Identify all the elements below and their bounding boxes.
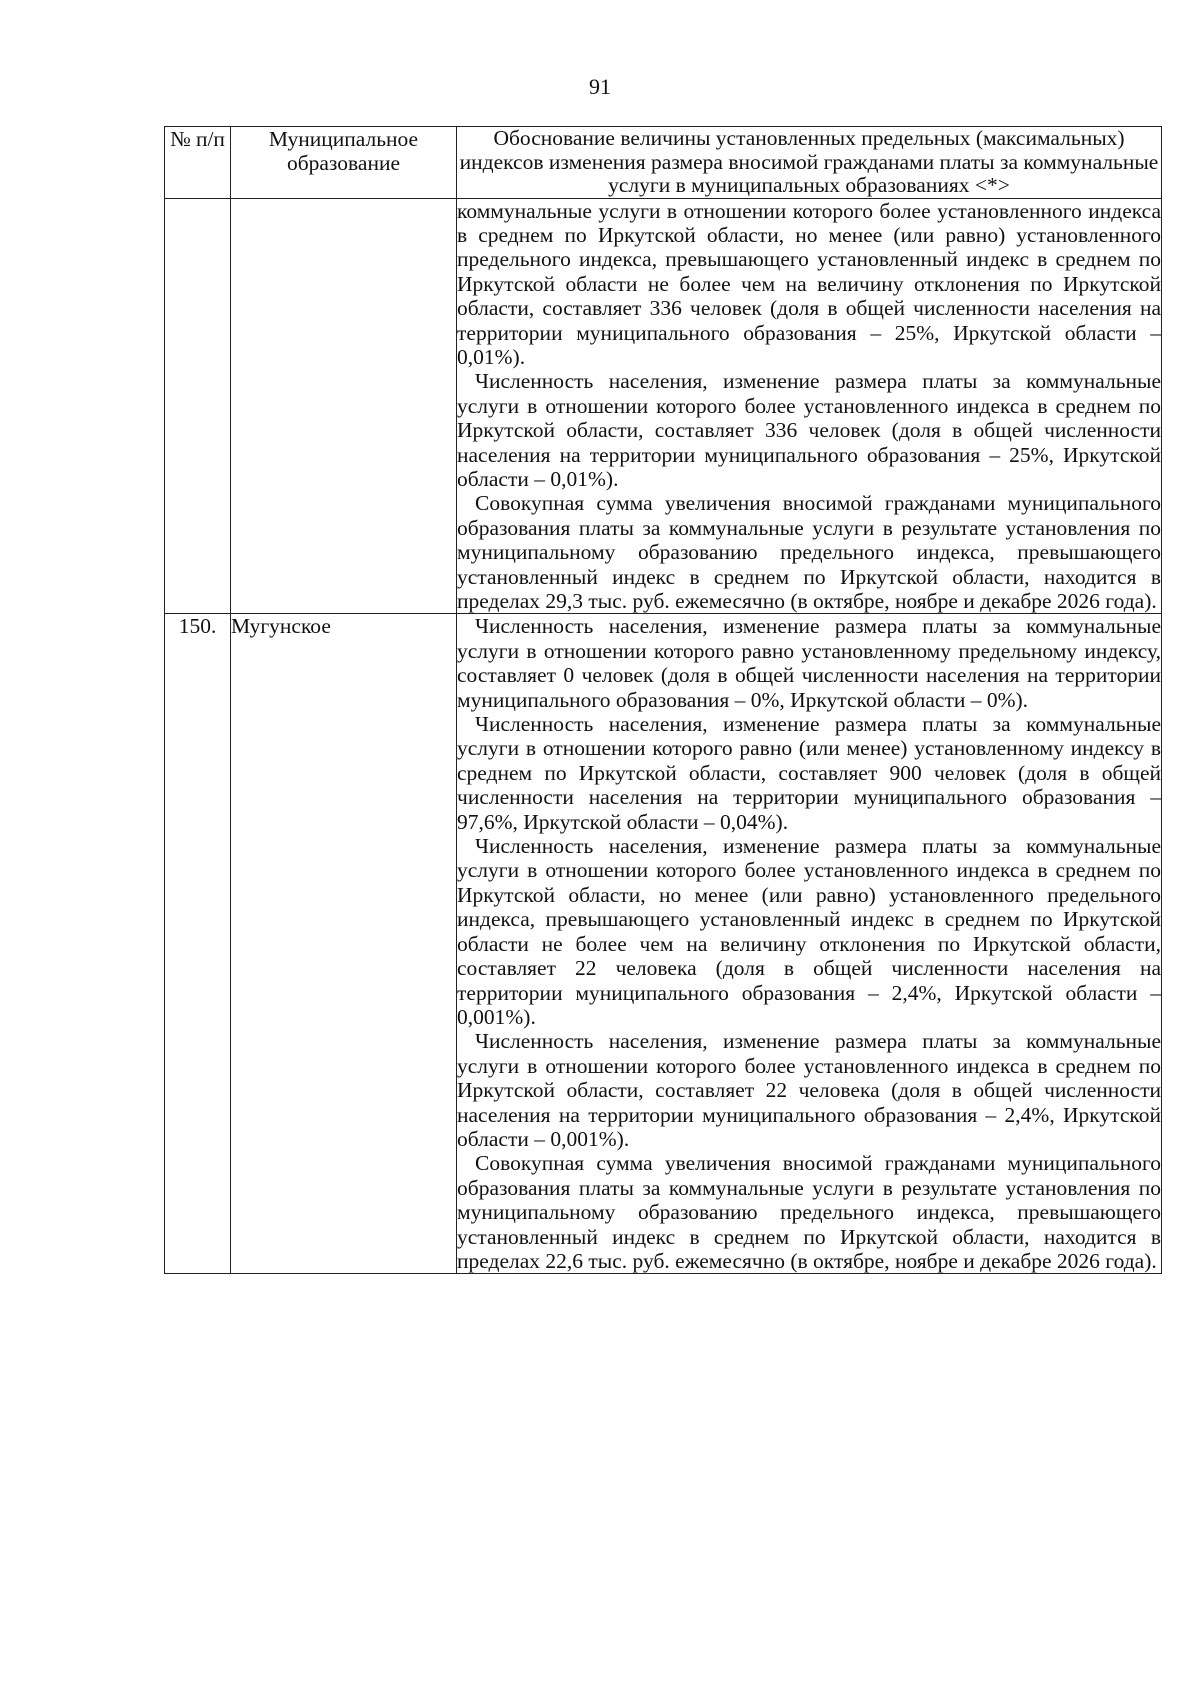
justification-paragraph: коммунальные услуги в отношении которого более установленного индекса в среднем по Иркутской области, но менее (или равно) установленного предельного индекса, превышающего установленный индекс в среднем по Иркутской области не более чем на величину отклонения по Иркутской области, составляет 336 человек (доля в общей численности населения на территории муниципального образования – 25%, Иркутской области – 0,01%).	[457, 198, 1161, 369]
municipality-cell: Мугунское	[231, 614, 457, 1274]
row-number-cell: 150.	[165, 614, 231, 1274]
header-justification: Обоснование величины установленных предельных (максимальных) индексов изменения размера вносимой гражданами платы за коммунальные услуги в муниципальных образованиях <*>	[457, 127, 1162, 199]
header-number: № п/п	[165, 127, 231, 199]
justification-paragraph: Численность населения, изменение размера платы за коммунальные услуги в отношении которого более установленного индекса в среднем по Иркутской области, но менее (или равно) установленного предельного индекса, превышающего установленный индекс в среднем по Иркутской области не более чем на величину отклонения по Иркутской области, составляет 22 человека (доля в общей численности населения на территории муниципального образования – 2,4%, Иркутской области – 0,001%).	[457, 834, 1161, 1029]
justification-cell	[457, 198, 1162, 614]
justification-paragraph: Совокупная сумма увеличения вносимой гражданами муниципального образования платы за коммунальные услуги в результате установления по муниципальному образованию предельного индекса, превышающего установленный индекс в среднем по Иркутской области, находится в пределах 22,6 тыс. руб. ежемесячно (в октябре, ноябре и декабре 2026 года).	[457, 1151, 1161, 1273]
header-municipality: Муниципальное образование	[231, 127, 457, 199]
row-number-cell	[165, 198, 231, 614]
table-header-row	[165, 127, 1162, 199]
justification-paragraph: Численность населения, изменение размера платы за коммунальные услуги в отношении которого более установленного индекса в среднем по Иркутской области, составляет 336 человек (доля в общей численности населения на территории муниципального образования – 25%, Иркутской области – 0,01%).	[457, 369, 1161, 491]
justification-paragraph: Численность населения, изменение размера платы за коммунальные услуги в отношении которого более установленного индекса в среднем по Иркутской области, составляет 22 человека (доля в общей численности населения на территории муниципального образования – 2,4%, Иркутской области – 0,001%).	[457, 1029, 1161, 1151]
table-row	[165, 614, 1162, 1274]
municipality-cell	[231, 198, 457, 614]
justification-cell	[457, 614, 1162, 1274]
page-number: 91	[589, 74, 611, 99]
justification-table	[164, 126, 1162, 1274]
justification-paragraph: Численность населения, изменение размера платы за коммунальные услуги в отношении которого равно установленному предельному индексу, составляет 0 человек (доля в общей численности населения на территории муниципального образования – 0%, Иркутской области – 0%).	[457, 614, 1161, 712]
justification-paragraph: Численность населения, изменение размера платы за коммунальные услуги в отношении которого равно (или менее) установленному индексу в среднем по Иркутской области, составляет 900 человек (доля в общей численности населения на территории муниципального образования – 97,6%, Иркутской области – 0,04%).	[457, 712, 1161, 834]
table-row	[165, 198, 1162, 614]
justification-paragraph: Совокупная сумма увеличения вносимой гражданами муниципального образования платы за коммунальные услуги в результате установления по муниципальному образованию предельного индекса, превышающего установленный индекс в среднем по Иркутской области, находится в пределах 29,3 тыс. руб. ежемесячно (в октябре, ноябре и декабре 2026 года).	[457, 491, 1161, 613]
